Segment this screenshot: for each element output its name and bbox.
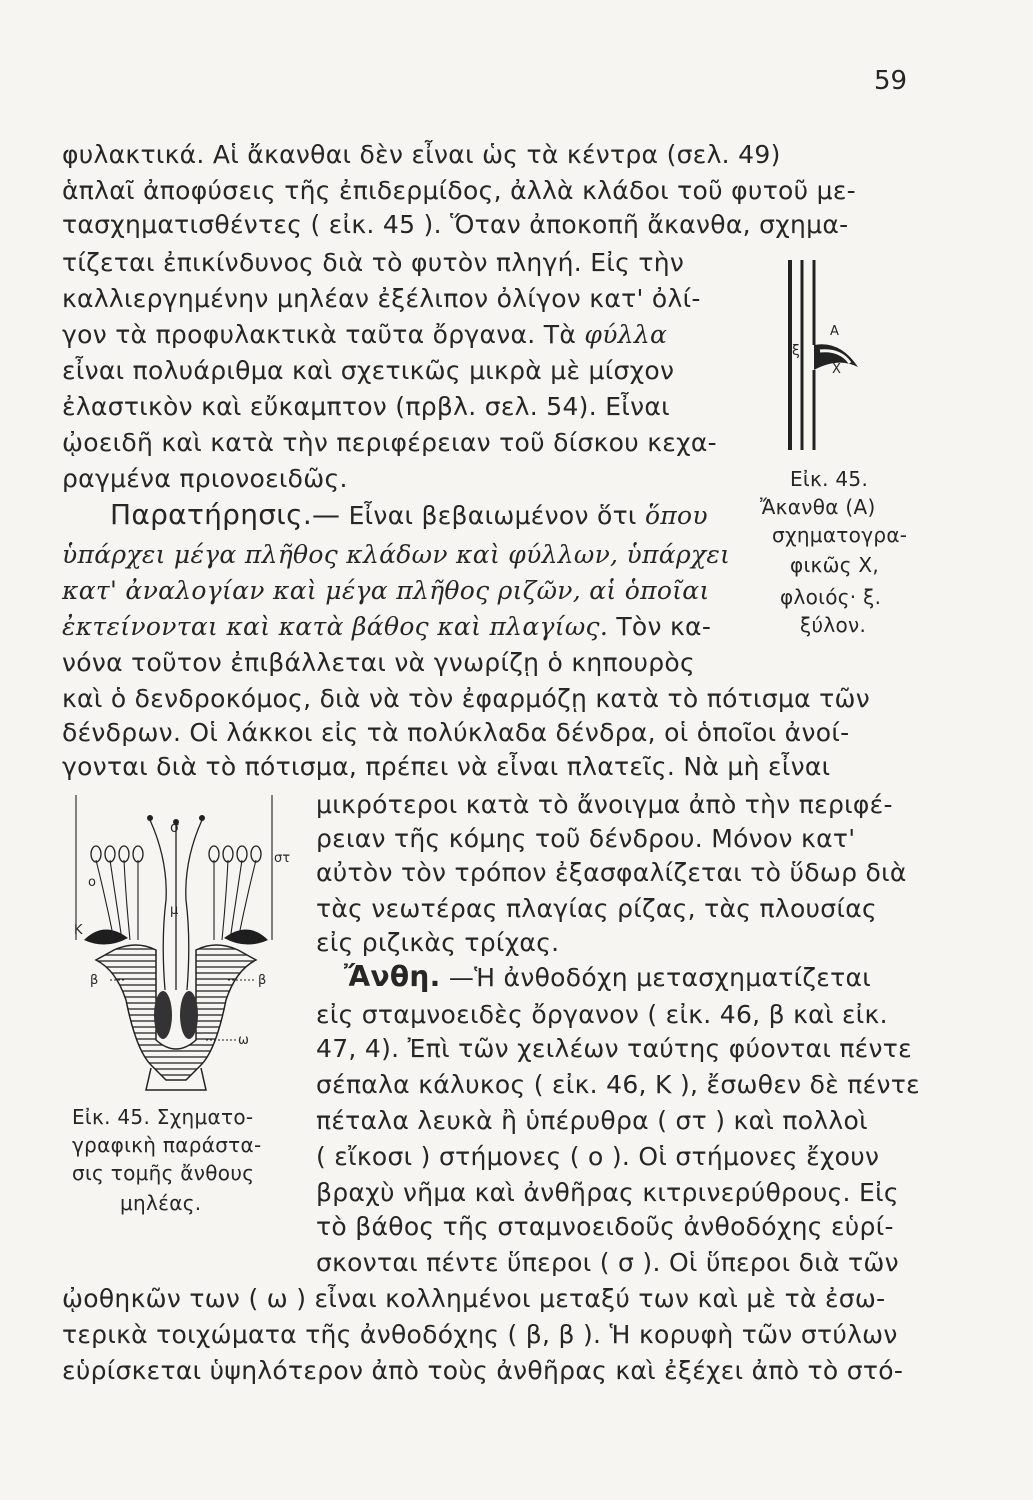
text-line: εἰς ριζικὰς τρίχας. bbox=[316, 928, 560, 957]
text-line: γονται διὰ τὸ πότισμα, πρέπει νὰ εἶναι πλατεῖς. Νὰ μὴ εἶναι bbox=[62, 752, 831, 781]
caption-line: Εἰκ. 45. Σχηματο- bbox=[72, 1105, 254, 1129]
text-line: ᾠοειδῆ καὶ κατὰ τὴν περιφέρειαν τοῦ δίσκου κεχα- bbox=[62, 428, 717, 457]
label-style: μ bbox=[170, 903, 179, 918]
italic-text: ἐκτείνονται καὶ κατὰ βάθος καὶ πλαγίως. bbox=[62, 612, 609, 641]
text-line: ( εἴκοσι ) στήμονες ( ο ). Οἱ στήμονες ἔχουν bbox=[316, 1142, 880, 1171]
text-line: αὐτὸν τὸν τρόπον ἐξασφαλίζεται τὸ ὕδωρ διὰ bbox=[316, 858, 907, 887]
text-line: φυλακτικά. Αἱ ἄκανθαι δὲν εἶναι ὡς τὰ κέντρα (σελ. 49) bbox=[62, 140, 781, 169]
label-stamen: ο bbox=[88, 875, 96, 890]
caption-line: μηλέας. bbox=[120, 1191, 202, 1215]
text-line: τασχηματισθέντες ( εἰκ. 45 ). Ὅταν ἀποκοπῆ ἄκανθα, σχημα- bbox=[62, 210, 849, 239]
label-wood: ξ bbox=[792, 343, 800, 359]
text-line: εὑρίσκεται ὑψηλότερον ἀπὸ τοὺς ἀνθῆρας καὶ ἐξέχει ἀπὸ τὸ στό- bbox=[62, 1356, 904, 1385]
text-line: νόνα τοῦτον ἐπιβάλλεται νὰ γνωρίζῃ ὁ κηπουρὸς bbox=[62, 648, 695, 677]
text-line: τερικὰ τοιχώματα τῆς ἀνθοδόχης ( β, β ). Ἡ κορυφὴ τῶν στύλων bbox=[62, 1320, 898, 1349]
label-receptacle-right: β bbox=[258, 973, 267, 988]
italic-line: ὑπάρχει μέγα πλῆθος κλάδων καὶ φύλλων, ὑπάρχει bbox=[62, 540, 731, 569]
italic-text: ὅπου bbox=[644, 501, 708, 530]
label-sepal: Κ bbox=[74, 923, 83, 938]
text-line bbox=[110, 500, 708, 531]
text-line: δένδρων. Οἱ λάκκοι εἰς τὰ πολύκλαδα δένδρα, οἱ ὁποῖοι ἀνοί- bbox=[62, 718, 850, 747]
text-line: μικρότεροι κατὰ τὸ ἄνοιγμα ἀπὸ τὴν περιφέ- bbox=[316, 790, 893, 819]
caption-line: Εἰκ. 45. bbox=[790, 467, 869, 491]
text-line: σκονται πέντε ὕπεροι ( σ ). Οἱ ὕπεροι διὰ τῶν bbox=[316, 1248, 899, 1277]
text-line: ρειαν τῆς κόμης τοῦ δένδρου. Μόνον κατ' bbox=[316, 824, 856, 853]
text-line bbox=[344, 962, 871, 993]
caption-line: γραφικὴ παράστα- bbox=[72, 1133, 262, 1157]
italic-term: φύλλα bbox=[584, 320, 668, 349]
text-line: τὸ βάθος τῆς σταμνοειδοῦς ἀνθοδόχης εὑρί- bbox=[316, 1212, 894, 1241]
label-receptacle-left: β bbox=[90, 973, 99, 988]
caption-line: Ἄκανθα (Α) bbox=[760, 495, 876, 519]
text-fragment: Τὸν κα- bbox=[616, 612, 712, 641]
label-pistil: σ bbox=[170, 820, 179, 836]
text-fragment: Εἶναι βεβαιωμένον ὅτι bbox=[348, 501, 637, 530]
italic-line: κατ' ἀναλογίαν καὶ μέγα πλῆθος ριζῶν, αἱ ὁποῖαι bbox=[62, 576, 710, 605]
text-line: τίζεται ἐπικίνδυνος διὰ τὸ φυτὸν πληγή. Εἰς τὴν bbox=[62, 248, 685, 277]
flowers-heading: Ἄνθη. bbox=[344, 960, 441, 993]
caption-line: φικῶς Χ, bbox=[790, 553, 880, 577]
text-line: καὶ ὁ δενδροκόμος, διὰ νὰ τὸν ἐφαρμόζῃ κατὰ τὸ πότισμα τῶν bbox=[62, 684, 871, 713]
text-fragment: —Ἡ ἀνθοδόχη μετασχηματίζεται bbox=[448, 963, 871, 992]
text-line: καλλιεργημένην μηλέαν ἐξέλιπον ὀλίγον κατ' ὀλί- bbox=[62, 284, 701, 313]
text-fragment: γον τὰ προφυλακτικὰ ταῦτα ὄργανα. Τὰ bbox=[62, 320, 577, 349]
text-line: ραγμένα πριονοειδῶς. bbox=[62, 464, 348, 493]
text-line: σέπαλα κάλυκος ( εἰκ. 46, Κ ), ἔσωθεν δὲ πέντε bbox=[316, 1070, 920, 1099]
label-petal: στ bbox=[274, 851, 291, 866]
text-line: 47, 4). Ἐπὶ τῶν χειλέων ταύτης φύονται πέντε bbox=[316, 1034, 912, 1063]
text-line: τὰς νεωτέρας πλαγίας ρίζας, τὰς πλουσίας bbox=[316, 894, 877, 923]
caption-line: φλοιός· ξ. bbox=[780, 585, 882, 609]
page-number: 59 bbox=[874, 66, 908, 96]
label-ovary: ω bbox=[238, 1033, 249, 1048]
text-line: ᾠοθηκῶν των ( ω ) εἶναι κολλημένοι μεταξύ των καὶ μὲ τὰ ἐσω- bbox=[62, 1284, 886, 1313]
observation-heading: Παρατήρησις.— bbox=[110, 498, 341, 531]
text-line bbox=[62, 612, 711, 642]
text-line: εἰς σταμνοειδὲς ὄργανον ( εἰκ. 46, β καὶ εἰκ. bbox=[316, 1000, 888, 1029]
text-line bbox=[62, 320, 667, 350]
text-line: βραχὺ νῆμα καὶ ἀνθῆρας κιτρινερύθρους. Εἰς bbox=[316, 1178, 899, 1207]
text-line: πέταλα λευκὰ ἢ ὑπέρυθρα ( στ ) καὶ πολλοὶ bbox=[316, 1106, 868, 1135]
text-line: ἐλαστικὸν καὶ εὔκαμπτον (πρβλ. σελ. 54). Εἶναι bbox=[62, 392, 670, 421]
caption-line: ξύλον. bbox=[800, 613, 867, 637]
text-line: εἶναι πολυάριθμα καὶ σχετικῶς μικρὰ μὲ μίσχον bbox=[62, 356, 675, 385]
label-thorn: A bbox=[830, 324, 839, 339]
text-line: ἁπλαῖ ἀποφύσεις τῆς ἐπιδερμίδος, ἀλλὰ κλάδοι τοῦ φυτοῦ με- bbox=[62, 176, 856, 205]
figure-45-thorn-diagram bbox=[780, 255, 890, 455]
figure-46-flower-section bbox=[66, 790, 306, 1100]
caption-line: σις τομῆς ἄνθους bbox=[72, 1161, 255, 1185]
caption-line: σχηματογρα- bbox=[772, 523, 908, 547]
label-bark: X bbox=[832, 362, 841, 377]
